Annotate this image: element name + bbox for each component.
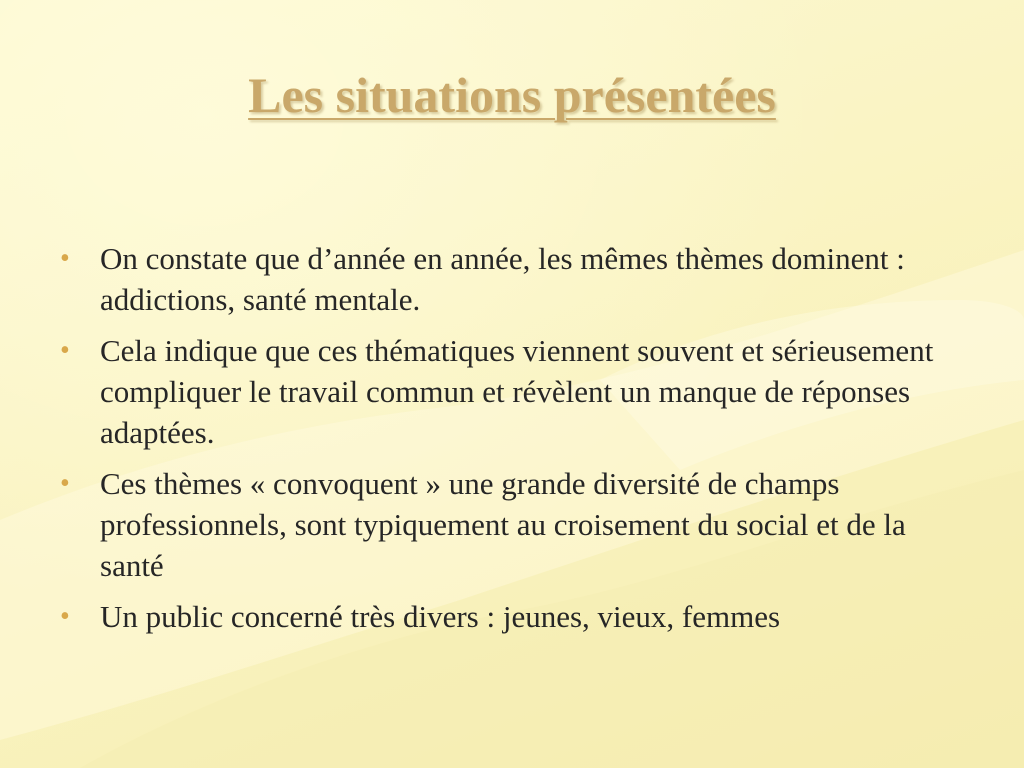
bullet-marker: • (60, 243, 70, 274)
bullet-item-2 (58, 330, 963, 453)
bullet-text: Un public concerné très divers : jeunes, vieux, femmes (100, 599, 781, 634)
bullet-marker: • (60, 601, 70, 632)
bullet-text: On constate que d’année en année, les mêmes thèmes dominent : addictions, santé mentale. (100, 241, 905, 317)
bullet-text: Ces thèmes « convoquent » une grande diversité de champs professionnels, sont typiquement au croisement du social et de la santé (100, 466, 906, 583)
bullet-item-1 (58, 238, 963, 320)
bullet-item-4 (58, 596, 963, 637)
bullet-item-3 (58, 463, 963, 586)
bullet-marker: • (60, 335, 70, 366)
slide-title: Les situations présentées (248, 67, 776, 123)
bullet-list (58, 238, 963, 647)
bullet-text: Cela indique que ces thématiques viennent souvent et sérieusement compliquer le travail commun et révèlent un manque de réponses adaptées. (100, 333, 934, 450)
bullet-marker: • (60, 468, 70, 499)
